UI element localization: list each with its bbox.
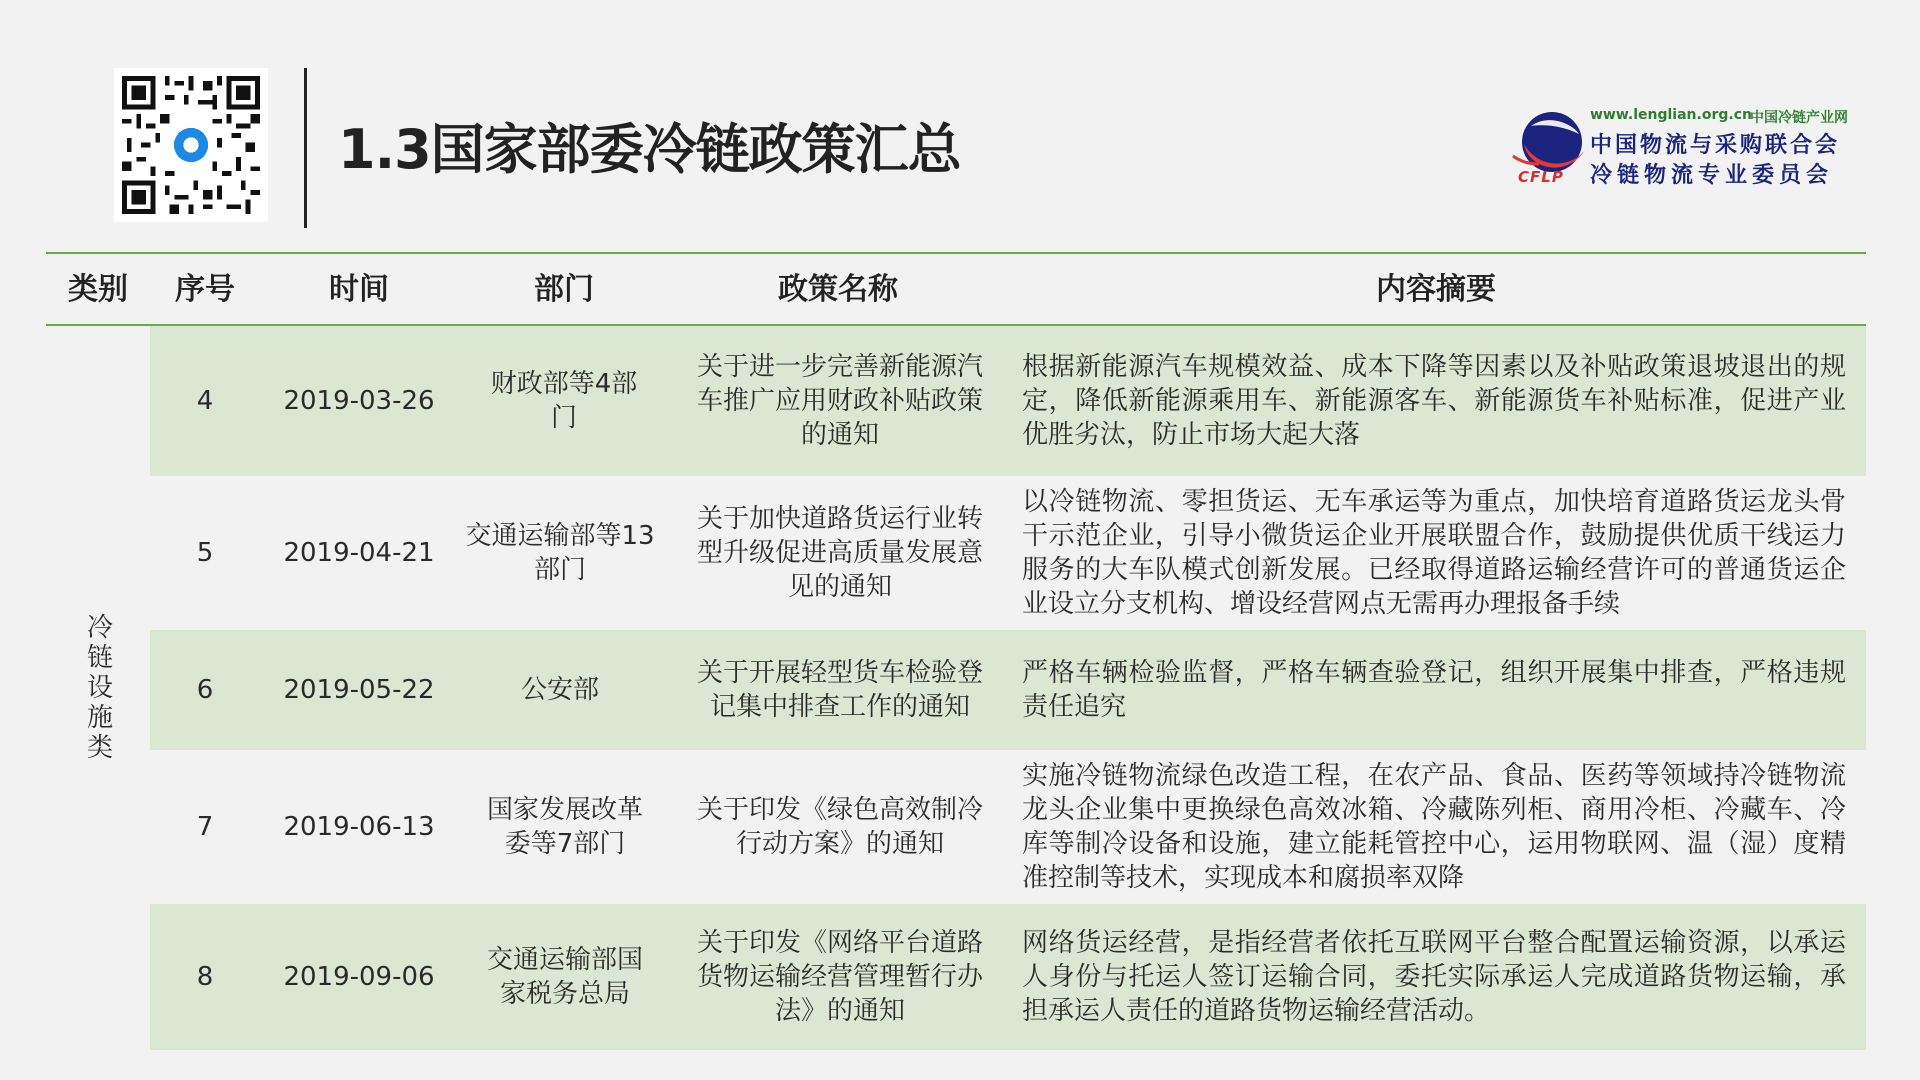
logo-url: www.lenglian.org.cn bbox=[1590, 107, 1752, 123]
logo-org-name: 中国物流与采购联合会 bbox=[1590, 133, 1841, 158]
page-title: 1.3国家部委冷链政策汇总 bbox=[338, 118, 961, 181]
table-row bbox=[150, 750, 1866, 904]
row-policy-name: 关于印发《绿色高效制冷行动方案》的通知 bbox=[696, 795, 983, 859]
category-label: 冷链设施类 bbox=[82, 613, 113, 763]
row-department: 公安部 bbox=[520, 675, 599, 705]
logo-site-name: 中国冷链产业网 bbox=[1750, 110, 1848, 126]
row-department: 国家发展改革委等7部门 bbox=[486, 795, 643, 859]
row-policy-name: 关于进一步完善新能源汽车推广应用财政补贴政策的通知 bbox=[696, 352, 983, 450]
logo-committee-name: 冷链物流专业委员会 bbox=[1590, 163, 1834, 188]
row-date: 2019-05-22 bbox=[283, 675, 435, 705]
row-date: 2019-03-26 bbox=[283, 386, 435, 416]
table-row bbox=[150, 904, 1866, 1050]
row-policy-name: 关于印发《网络平台道路货物运输经营管理暂行办法》的通知 bbox=[696, 928, 983, 1026]
row-summary: 网络货运经营，是指经营者依托互联网平台整合配置运输资源，以承运人身份与托运人签订运输合同，委托实际承运人完成道路货物运输，承担承运人责任的道路货物运输经营活动。 bbox=[1022, 928, 1846, 1026]
qr-code bbox=[114, 68, 268, 222]
header-date: 时间 bbox=[329, 272, 389, 307]
row-number: 6 bbox=[196, 675, 214, 705]
table-row bbox=[150, 630, 1866, 750]
row-number: 4 bbox=[196, 386, 214, 416]
row-department: 交通运输部等13部门 bbox=[465, 521, 655, 585]
category-cell bbox=[46, 326, 150, 1050]
row-policy-name: 关于加快道路货运行业转型升级促进高质量发展意见的通知 bbox=[696, 504, 983, 602]
row-department: 交通运输部国家税务总局 bbox=[486, 945, 643, 1009]
table-row bbox=[150, 476, 1866, 630]
row-date: 2019-06-13 bbox=[283, 812, 435, 842]
logo-abbr: CFLP bbox=[1518, 168, 1564, 186]
row-number: 8 bbox=[196, 962, 214, 992]
header-category: 类别 bbox=[68, 272, 128, 307]
header-number: 序号 bbox=[175, 272, 235, 307]
org-logo bbox=[1505, 104, 1915, 194]
row-summary: 严格车辆检验监督，严格车辆查验登记，组织开展集中排查，严格违规责任追究 bbox=[1022, 658, 1846, 722]
row-number: 7 bbox=[196, 812, 214, 842]
row-summary: 根据新能源汽车规模效益、成本下降等因素以及补贴政策退坡退出的规定，降低新能源乘用车、新能源客车、新能源货车补贴标准，促进产业优胜劣汰，防止市场大起大落 bbox=[1022, 352, 1846, 450]
table-row bbox=[150, 326, 1866, 476]
row-summary: 实施冷链物流绿色改造工程，在农产品、食品、医药等领域持冷链物流龙头企业集中更换绿色高效冰箱、冷藏陈列柜、商用冷柜、冷藏车、冷库等制冷设备和设施，建立能耗管控中心，运用物联网、温（湿）度精准控制等技术，实现成本和腐损率双降 bbox=[1022, 761, 1846, 893]
row-date: 2019-04-21 bbox=[283, 538, 435, 568]
row-department: 财政部等4部门 bbox=[490, 369, 638, 433]
title-divider bbox=[304, 68, 307, 228]
row-summary: 以冷链物流、零担货运、无车承运等为重点，加快培育道路货运龙头骨干示范企业，引导小微货运企业开展联盟合作，鼓励提供优质干线运力服务的大车队模式创新发展。已经取得道路运输经营许可的普通货运企业设立分支机构、增设经营网点无需再办理报备手续 bbox=[1022, 487, 1846, 619]
row-number: 5 bbox=[196, 538, 214, 568]
row-date: 2019-09-06 bbox=[283, 962, 435, 992]
header-summary: 内容摘要 bbox=[1376, 272, 1496, 307]
header-department: 部门 bbox=[534, 272, 594, 307]
row-policy-name: 关于开展轻型货车检验登记集中排查工作的通知 bbox=[696, 658, 983, 722]
header-policy-name: 政策名称 bbox=[778, 272, 898, 307]
